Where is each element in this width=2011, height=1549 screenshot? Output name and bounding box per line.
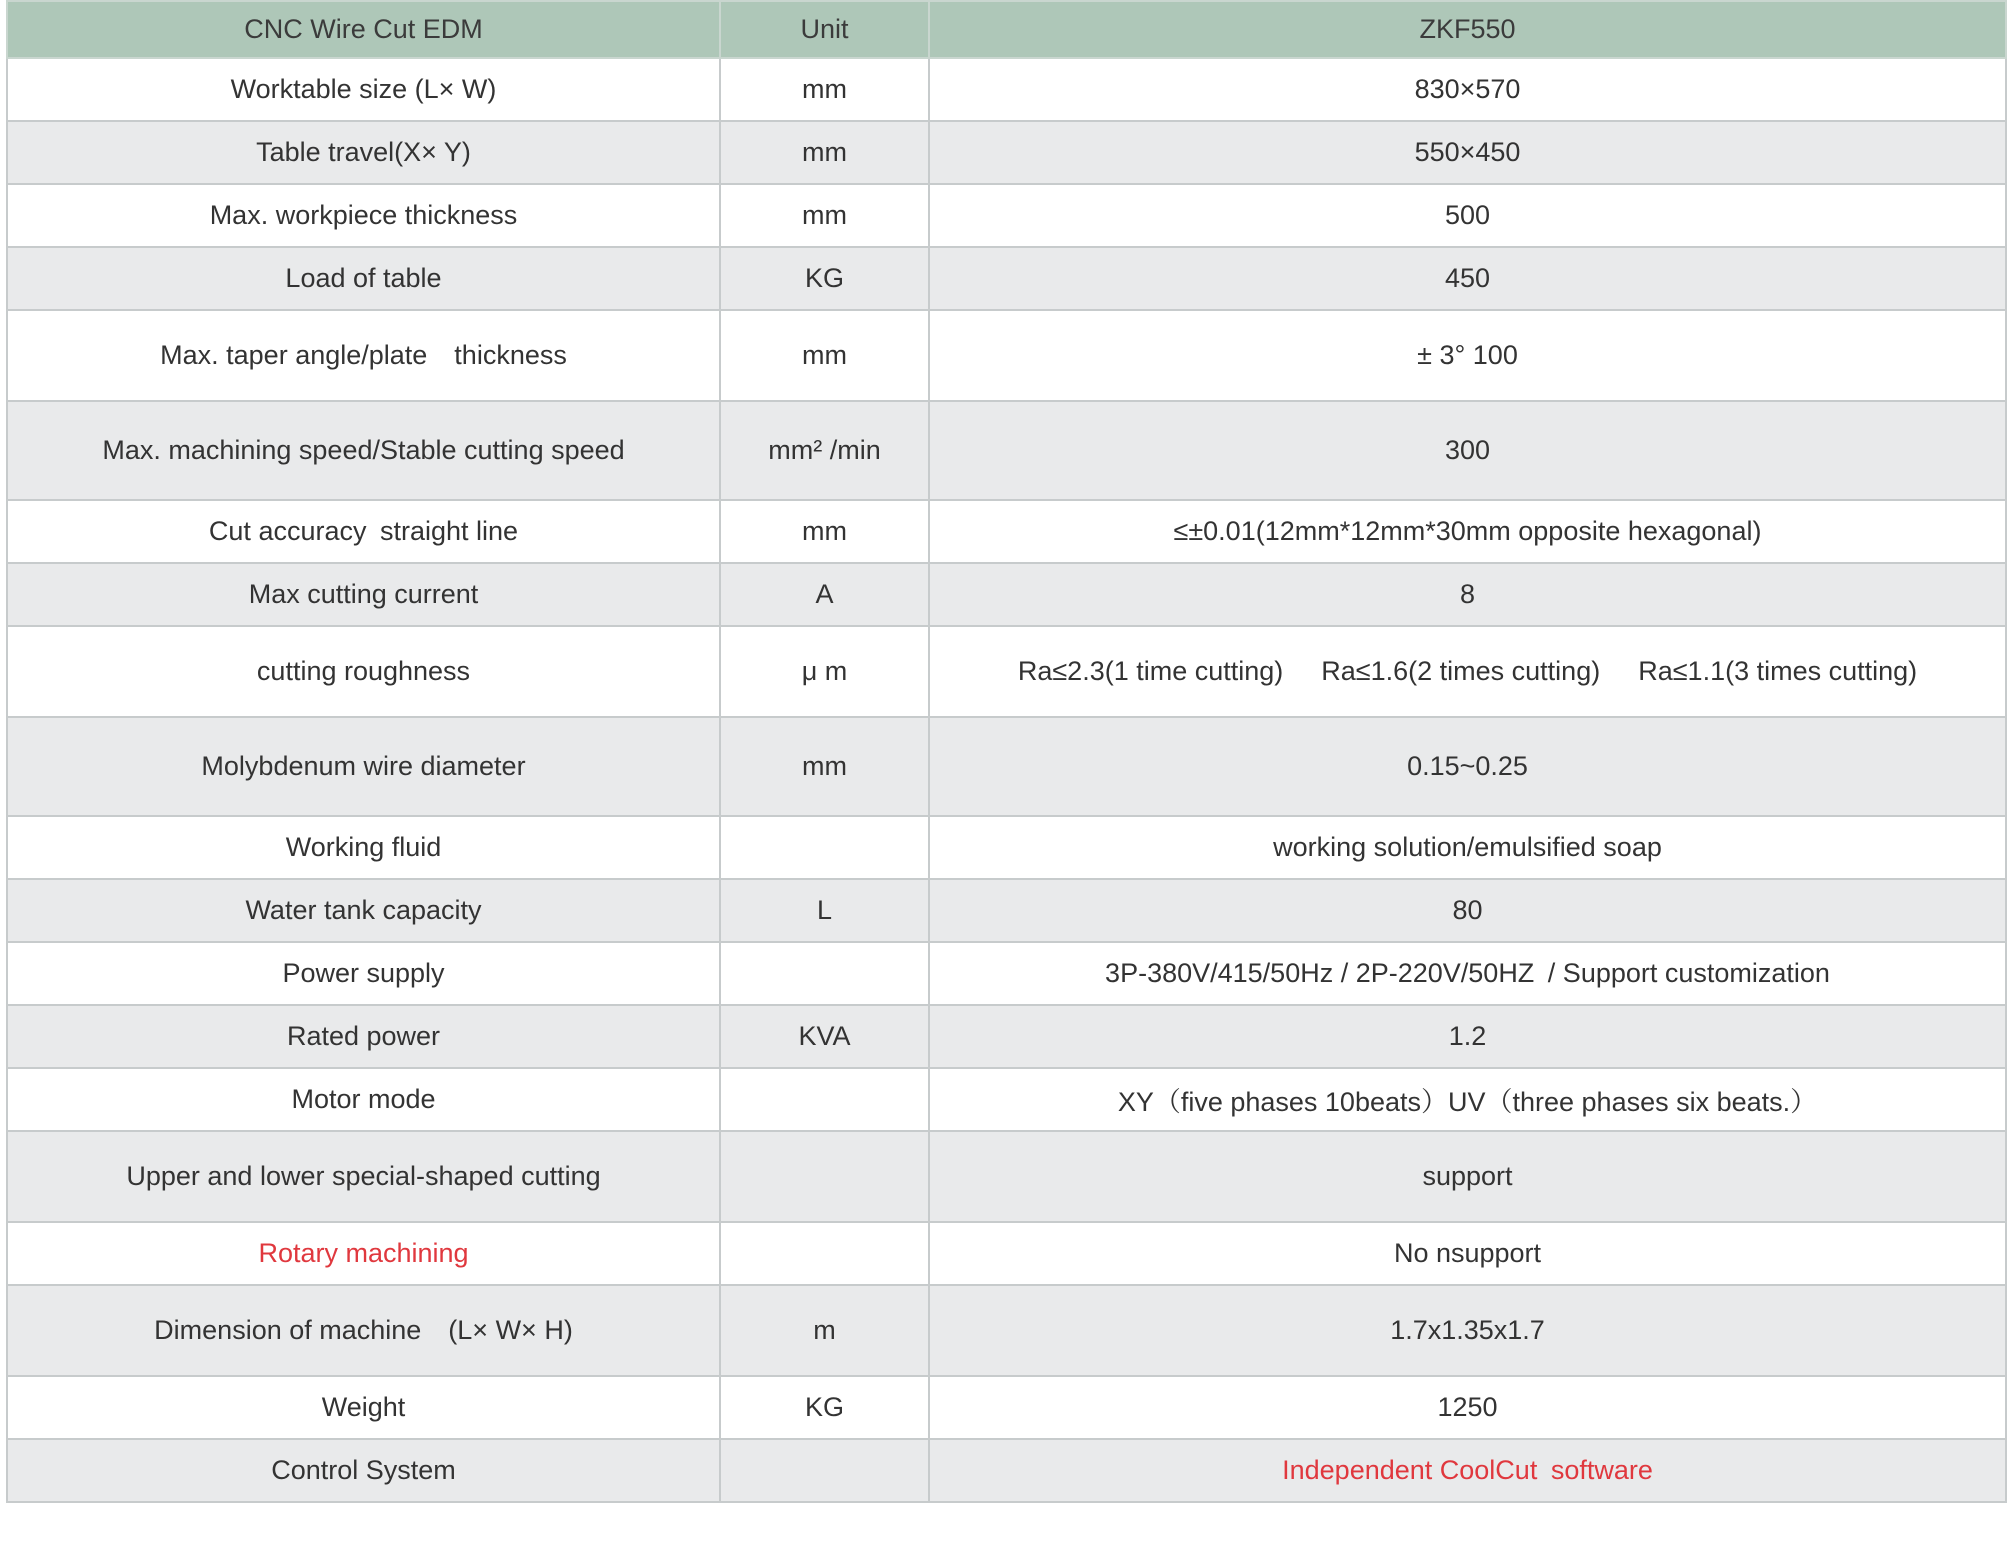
value-cell: 1.7x1.35x1.7: [929, 1285, 2006, 1376]
unit-cell: A: [720, 563, 929, 626]
header-model-name: CNC Wire Cut EDM: [7, 1, 720, 58]
unit-cell: KVA: [720, 1005, 929, 1068]
value-cell: 8: [929, 563, 2006, 626]
param-cell: Load of table: [7, 247, 720, 310]
value-cell: 80: [929, 879, 2006, 942]
param-cell: Motor mode: [7, 1068, 720, 1131]
param-cell-highlighted: Rotary machining: [7, 1222, 720, 1285]
value-cell: 1.2: [929, 1005, 2006, 1068]
value-cell: 3P-380V/415/50Hz / 2P-220V/50HZ / Support customization: [929, 942, 2006, 1005]
unit-cell: m: [720, 1285, 929, 1376]
table-row: [7, 500, 2006, 563]
param-cell: Working fluid: [7, 816, 720, 879]
unit-cell: mm: [720, 58, 929, 121]
table-row: [7, 1439, 2006, 1502]
value-cell: ≤±0.01(12mm*12mm*30mm opposite hexagonal): [929, 500, 2006, 563]
table-row: [7, 717, 2006, 816]
param-cell: Upper and lower special-shaped cutting: [7, 1131, 720, 1222]
param-cell: Max. machining speed/Stable cutting speed: [7, 401, 720, 500]
table-row: [7, 247, 2006, 310]
unit-cell: KG: [720, 247, 929, 310]
table-row: [7, 1068, 2006, 1131]
roughness-value-2: Ra≤1.6(2 times cutting): [1321, 656, 1601, 686]
unit-cell: mm: [720, 121, 929, 184]
param-cell: Max cutting current: [7, 563, 720, 626]
value-cell: ± 3° 100: [929, 310, 2006, 401]
header-unit: Unit: [720, 1, 929, 58]
value-cell: 0.15~0.25: [929, 717, 2006, 816]
header-model-number: ZKF550: [929, 1, 2006, 58]
table-row: [7, 942, 2006, 1005]
value-cell: 300: [929, 401, 2006, 500]
value-cell: 500: [929, 184, 2006, 247]
value-cell-highlighted: Independent CoolCut software: [929, 1439, 2006, 1502]
roughness-value-3: Ra≤1.1(3 times cutting): [1638, 656, 1918, 686]
value-cell: [929, 626, 2006, 717]
unit-cell: [720, 1068, 929, 1131]
unit-cell: L: [720, 879, 929, 942]
unit-cell: KG: [720, 1376, 929, 1439]
param-cell: Control System: [7, 1439, 720, 1502]
table-header-row: [7, 1, 2006, 58]
unit-cell: [720, 1222, 929, 1285]
value-cell: working solution/emulsified soap: [929, 816, 2006, 879]
table-row: [7, 1222, 2006, 1285]
value-cell: 550×450: [929, 121, 2006, 184]
param-cell: Max. taper angle/plate thickness: [7, 310, 720, 401]
table-row: [7, 879, 2006, 942]
table-row: [7, 401, 2006, 500]
value-cell: 830×570: [929, 58, 2006, 121]
table-row: [7, 310, 2006, 401]
table-row: [7, 1005, 2006, 1068]
table-row: [7, 1285, 2006, 1376]
value-cell: support: [929, 1131, 2006, 1222]
unit-cell: [720, 1131, 929, 1222]
param-cell: Power supply: [7, 942, 720, 1005]
unit-cell: mm: [720, 184, 929, 247]
table-row: [7, 563, 2006, 626]
param-cell: Weight: [7, 1376, 720, 1439]
unit-cell: mm: [720, 500, 929, 563]
unit-cell: μ m: [720, 626, 929, 717]
table-row: [7, 58, 2006, 121]
value-cell: No nsupport: [929, 1222, 2006, 1285]
param-cell: cutting roughness: [7, 626, 720, 717]
table-row: [7, 121, 2006, 184]
param-cell: Worktable size (L× W): [7, 58, 720, 121]
param-cell: Cut accuracy straight line: [7, 500, 720, 563]
table-row: [7, 1131, 2006, 1222]
unit-cell: mm: [720, 717, 929, 816]
roughness-value-1: Ra≤2.3(1 time cutting): [1017, 656, 1284, 686]
param-cell: Dimension of machine (L× W× H): [7, 1285, 720, 1376]
param-cell: Rated power: [7, 1005, 720, 1068]
spec-table: [6, 0, 2007, 1503]
value-cell: 450: [929, 247, 2006, 310]
param-cell: Molybdenum wire diameter: [7, 717, 720, 816]
param-cell: Max. workpiece thickness: [7, 184, 720, 247]
unit-cell: [720, 942, 929, 1005]
value-cell: 1250: [929, 1376, 2006, 1439]
param-cell: Water tank capacity: [7, 879, 720, 942]
param-cell: Table travel(X× Y): [7, 121, 720, 184]
table-row: [7, 184, 2006, 247]
unit-cell: [720, 816, 929, 879]
table-row: [7, 1376, 2006, 1439]
value-cell: XY（five phases 10beats）UV（three phases six beats.）: [929, 1068, 2006, 1131]
table-row: [7, 626, 2006, 717]
table-row: [7, 816, 2006, 879]
unit-cell: mm: [720, 310, 929, 401]
unit-cell: mm² /min: [720, 401, 929, 500]
unit-cell: [720, 1439, 929, 1502]
